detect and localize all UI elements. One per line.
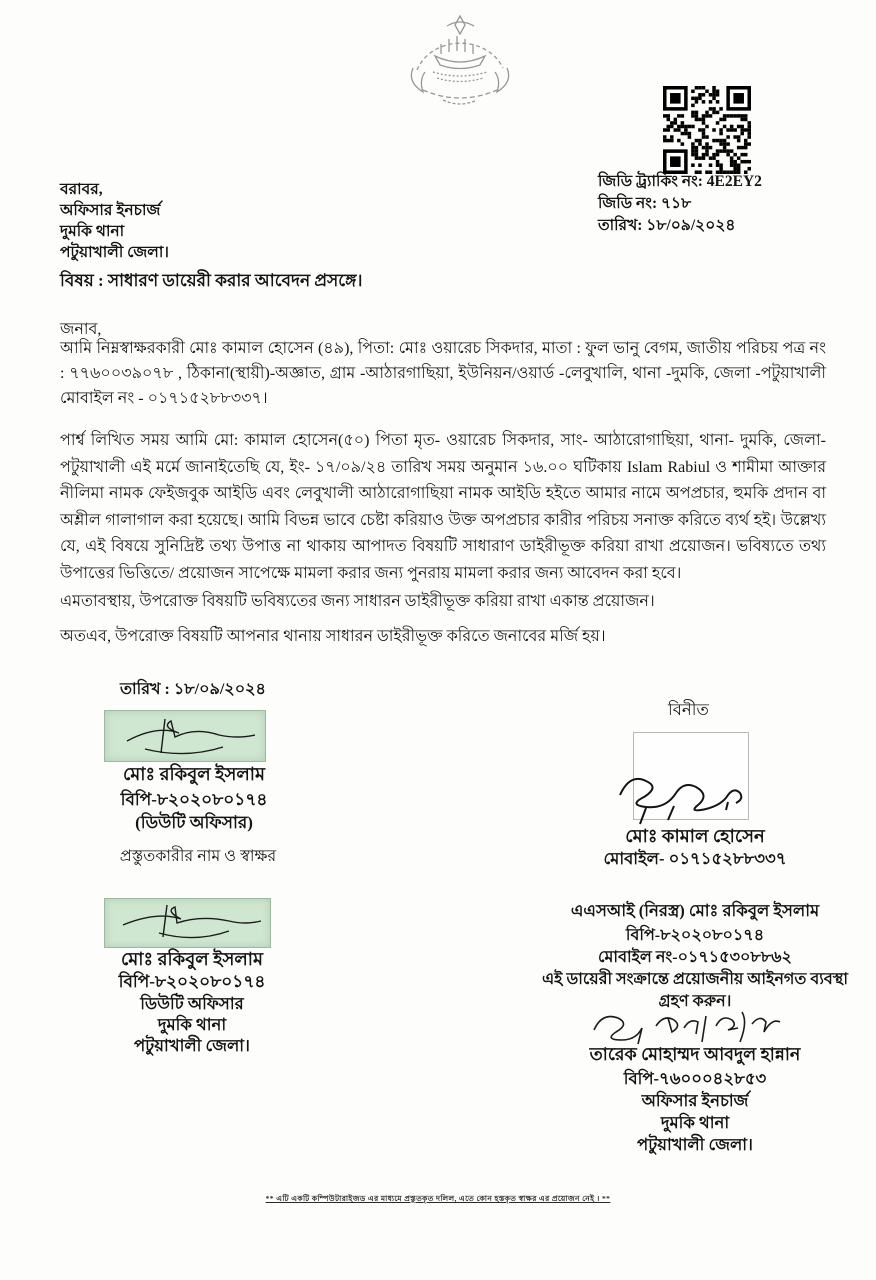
applicant-signature-icon [600, 750, 780, 830]
duty-officer-district: পটুয়াখালী জেলা। [134, 1036, 250, 1055]
closing-salute: বিনীত [668, 700, 709, 719]
gd-tracking-line: জিডি ট্র্যাকিং নং: 4E2EY2 [598, 173, 762, 190]
asi-name-line: এএসআই (নিরস্ত্র) মোঃ রকিবুল ইসলাম [570, 901, 820, 920]
qr-code [663, 86, 751, 174]
duty-officer-bp-number: বিপি-৮২০২০৮০১৭৪ [118, 972, 266, 991]
asi-mobile: মোবাইল নং-০১৭১৫৩০৮৮৬২ [598, 949, 792, 966]
computerized-document-disclaimer: ** এটি একটি কম্পিউটারাইজড এর মাধ্যমে প্রস্তুতকৃত দলিল, এতে কোন হস্তকৃত স্বাক্ষর এর প্রয়োজন নেই । ** [265, 1194, 611, 1203]
gd-date-line: তারিখ: ১৮/০৯/২০২৪ [598, 217, 736, 234]
body-paragraph-2: পার্শ্ব লিখিত সময় আমি মো: কামাল হোসেন(৫০) পিতা মৃত- ওয়ারেচ সিকদার, সাং- আঠারোগাছিয়া, থানা- দুমকি, জেলা- পটুয়াখালী এই মর্মে জানাইতেছি যে, ইং- ১৭/০৯/২৪ তারিখ সময় অনুমান ১৬.০০ ঘটিকায় Islam Rabiul ও শামীমা আক্তার নীলিমা নামক ফেইজবুক আইডি এবং লেবুখালী আঠারোগাছিয়া নামক আইডি হইতে আমার নামে অপপ্রচার, হুমকি প্রদান বা অশ্লীল গালাগাল করা হয়েছে। আমি বিভন্ন ভাবে চেষ্টা করিয়াও উক্ত অপপ্রচার কারীর পরিচয় সনাক্ত করিতে ব্যর্থ হই। উল্লেখ্য যে, এই বিষয়ে সুনিদ্রিষ্ট তথ্য উপাত্ত না থাকায় আপাদত বিষয়টি সাধারাণ ডাইরীভূক্ত করিয়া রাখা প্রয়োজন। ভবিষ্যতে তথ্য উপাত্তের ভিত্তিতে/ প্রয়োজন সাপেক্ষে মামলা করার জন্য পুনরায় মামলা করার জন্য আবেদন করা হবে। [60, 432, 826, 582]
recipient-line: অফিসার ইনচার্জ [60, 202, 161, 219]
body-paragraph-3: এমতাবস্থায়, উপরোক্ত বিষয়টি ভবিষ্যতের জন্য সাধারন ডাইরীভূক্ত করিয়া রাখা একান্ত প্রয়োজন। [60, 593, 655, 610]
duty-officer-designation: ডিউটি অফিসার [140, 994, 244, 1013]
asi-instruction-line-2: গ্রহণ করুন। [658, 993, 732, 1010]
oc-signature-icon [580, 1002, 810, 1046]
oc-bp-number: বিপি-৭৬০০০৪২৮৫৩ [623, 1069, 767, 1088]
duty-officer-stamp-box-2 [104, 898, 271, 948]
recipient-line: বরাবর, [60, 181, 103, 198]
recipient-line: পটুয়াখালী জেলা। [60, 244, 169, 261]
preparer-caption: প্রস্তুতকারীর নাম ও স্বাক্ষর [119, 848, 277, 865]
body-paragraph-4: অতএব, উপরোক্ত বিষয়টি আপনার থানায় সাধারন ডাইরীভূক্ত করিতে জনাবের মর্জি হয়। [60, 628, 606, 645]
applicant-name: মোঃ কামাল হোসেন [625, 826, 765, 846]
bangladesh-police-emblem-icon [383, 12, 538, 110]
oc-district: পটুয়াখালী জেলা। [637, 1135, 753, 1154]
salutation: জনাব, [60, 321, 102, 338]
applicant-date-line: তারিখ : ১৮/০৯/২০২৪ [120, 681, 266, 698]
duty-officer-stamp-box [104, 710, 266, 762]
duty-officer-station: দুমকি থানা [157, 1015, 227, 1034]
preparer-name: মোঃ রকিবুল ইসলাম [122, 764, 266, 784]
oc-name: তারেক মোহাম্মদ আবদুল হান্নান [589, 1044, 801, 1064]
applicant-mobile: মোবাইল- ০১৭১৫২৮৮৩৩৭ [603, 849, 787, 868]
duty-officer-name: মোঃ রকিবুল ইসলাম [120, 949, 264, 969]
duty-officer-signature-icon-2 [105, 899, 270, 947]
recipient-line: দুমকি থানা [60, 223, 125, 240]
oc-designation: অফিসার ইনচার্জ [641, 1091, 749, 1110]
subject-line: বিষয় : সাধারণ ডায়েরী করার আবেদন প্রসঙ্গে। [60, 271, 363, 290]
gd-info-block [598, 171, 762, 237]
body-paragraph-1: আমি নিম্নস্বাক্ষরকারী মোঃ কামাল হোসেন (৪৯), পিতা: মোঃ ওয়ারেচ সিকদার, মাতা : ফুল ভানু বেগম, জাতীয় পরিচয় পত্র নং : ৭৭৬০০৩৯০৭৮ , ঠিকানা(স্থায়ী)-অজ্ঞাত, গ্রাম -আঠারগাছিয়া, ইউনিয়ন/ওয়ার্ড -লেবুখালি, থানা -দুমকি, জেলা -পটুয়াখালী মোবাইল নং - ০১৭১৫২৮৮৩৩৭। [60, 340, 826, 407]
preparer-bp-number: বিপি-৮২০২০৮০১৭৪ [120, 790, 268, 809]
gd-number-line: জিডি নং: ৭১৮ [598, 195, 692, 212]
preparer-designation: (ডিউটি অফিসার) [135, 813, 253, 832]
oc-station: দুমকি থানা [660, 1113, 730, 1132]
asi-instruction-line-1: এই ডায়েরী সংক্রান্তে প্রয়োজনীয় আইনগত ব্যবস্থা [541, 971, 849, 988]
asi-bp-number: বিপি-৮২০২০৮০১৭৪ [625, 927, 765, 944]
recipient-block [60, 179, 169, 263]
duty-officer-signature-icon [105, 711, 265, 761]
